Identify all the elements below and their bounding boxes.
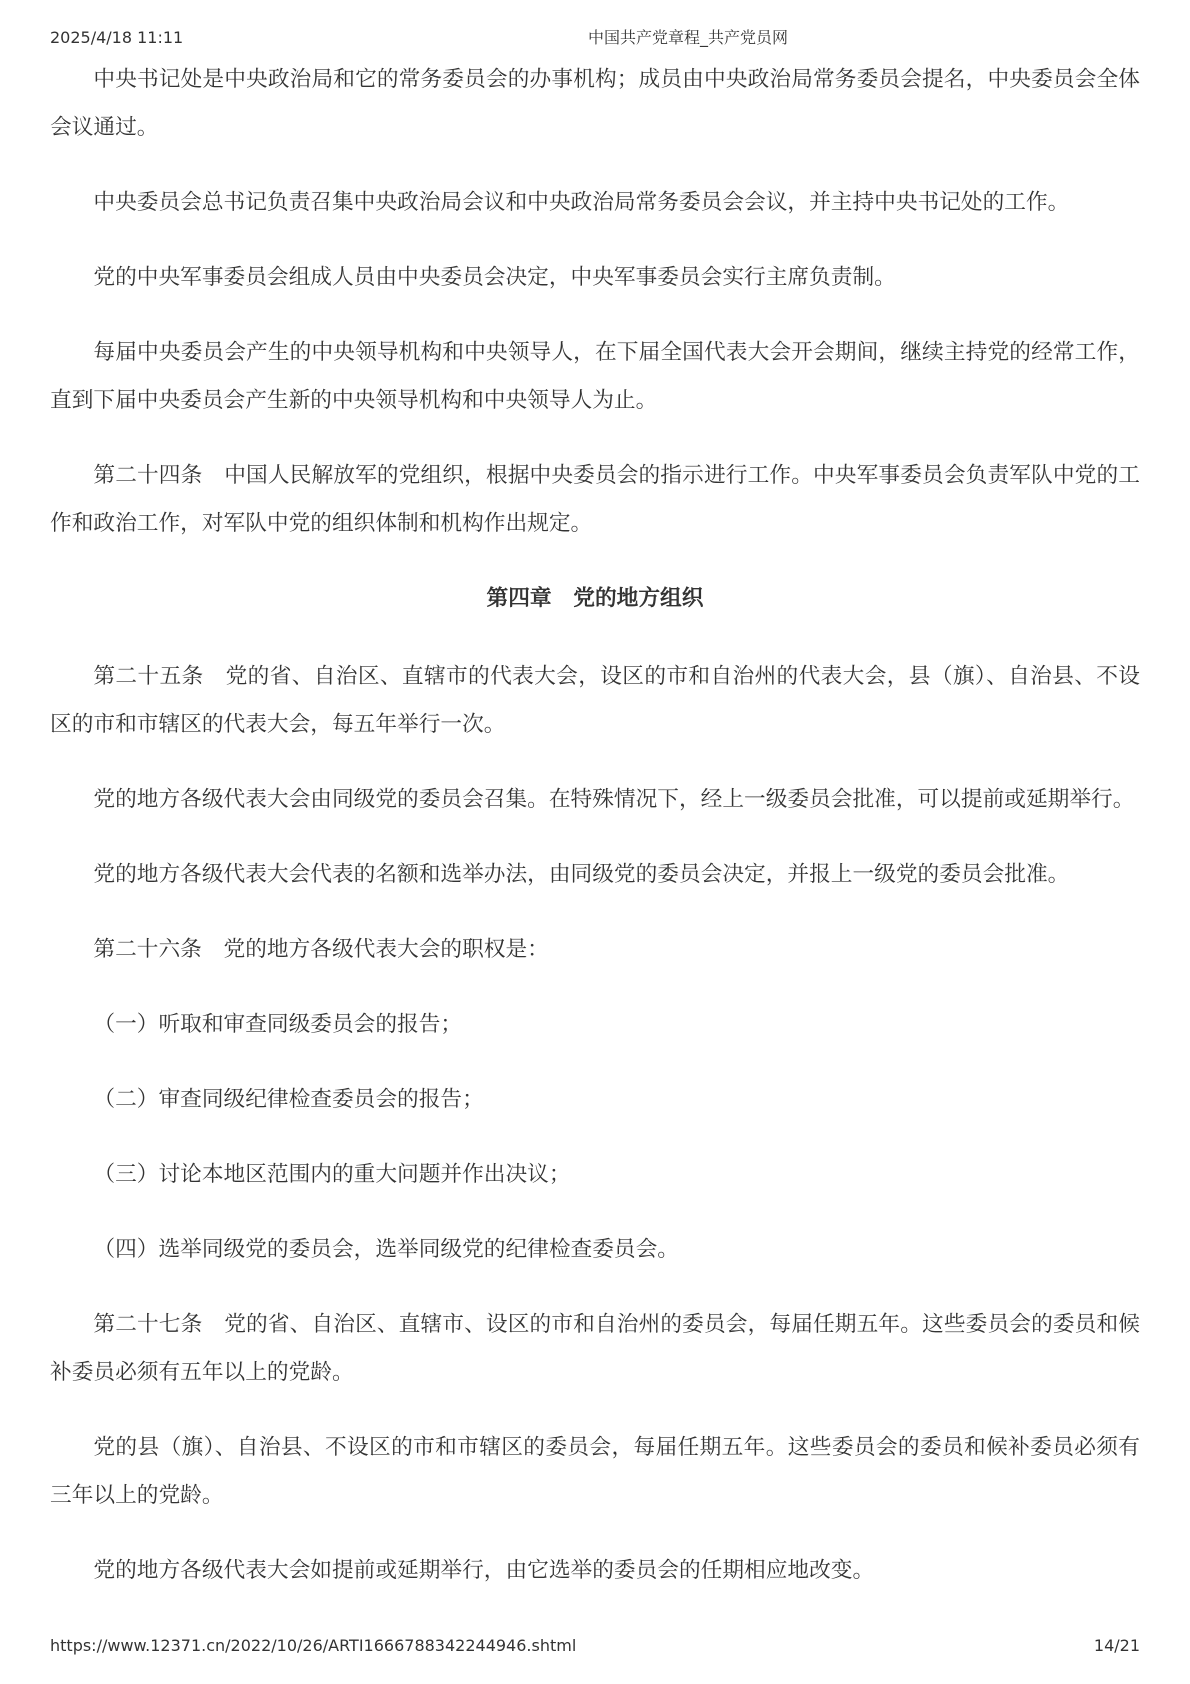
paragraph: 党的地方各级代表大会如提前或延期举行，由它选举的委员会的任期相应地改变。	[93, 1558, 875, 1583]
paragraph: 党的中央军事委员会组成人员由中央委员会决定，中央军事委员会实行主席负责制。	[93, 265, 896, 290]
paragraph: 第二十四条 中国人民解放军的党组织，根据中央委员会的指示进行工作。中央军事委员会负责军队中党的工作和政治工作，对军队中党的组织体制和机构作出规定。	[50, 463, 1140, 536]
paragraph: （二）审查同级纪律检查委员会的报告；	[93, 1087, 484, 1112]
document-body	[50, 56, 1140, 1622]
paragraph: 每届中央委员会产生的中央领导机构和中央领导人，在下届全国代表大会开会期间，继续主持党的经常工作，直到下届中央委员会产生新的中央领导机构和中央领导人为止。	[50, 340, 1140, 413]
paragraph: 党的县（旗）、自治县、不设区的市和市辖区的委员会，每届任期五年。这些委员会的委员和候补委员必须有三年以上的党龄。	[50, 1435, 1140, 1508]
paragraph: 党的地方各级代表大会代表的名额和选举办法，由同级党的委员会决定，并报上一级党的委员会批准。	[93, 862, 1070, 887]
source-url: https://www.12371.cn/2022/10/26/ARTI1666788342244946.shtml	[50, 1636, 577, 1655]
paragraph: 党的地方各级代表大会由同级党的委员会召集。在特殊情况下，经上一级委员会批准，可以提前或延期举行。	[93, 787, 1135, 812]
paragraph: 第二十七条 党的省、自治区、直辖市、设区的市和自治州的委员会，每届任期五年。这些委员会的委员和候补委员必须有五年以上的党龄。	[50, 1312, 1140, 1385]
print-title: 中国共产党章程_共产党员网	[588, 28, 789, 47]
paragraph: （一）听取和审查同级委员会的报告；	[93, 1012, 463, 1037]
paragraph: 第二十五条 党的省、自治区、直辖市的代表大会，设区的市和自治州的代表大会，县（旗）、自治县、不设区的市和市辖区的代表大会，每五年举行一次。	[50, 664, 1140, 737]
paragraph: （三）讨论本地区范围内的重大问题并作出决议；	[93, 1162, 571, 1187]
print-footer	[50, 1636, 1140, 1658]
paragraph: 第二十六条 党的地方各级代表大会的职权是：	[93, 937, 549, 962]
paragraph: 中央委员会总书记负责召集中央政治局会议和中央政治局常务委员会会议，并主持中央书记处的工作。	[93, 190, 1070, 215]
paragraph: （四）选举同级党的委员会，选举同级党的纪律检查委员会。	[93, 1237, 679, 1262]
page-number: 14/21	[1093, 1636, 1140, 1655]
paragraph: 中央书记处是中央政治局和它的常务委员会的办事机构；成员由中央政治局常务委员会提名，中央委员会全体会议通过。	[50, 67, 1140, 140]
chapter-heading: 第四章 党的地方组织	[486, 586, 704, 611]
print-header	[50, 28, 1140, 50]
print-datetime: 2025/4/18 11:11	[50, 28, 184, 47]
